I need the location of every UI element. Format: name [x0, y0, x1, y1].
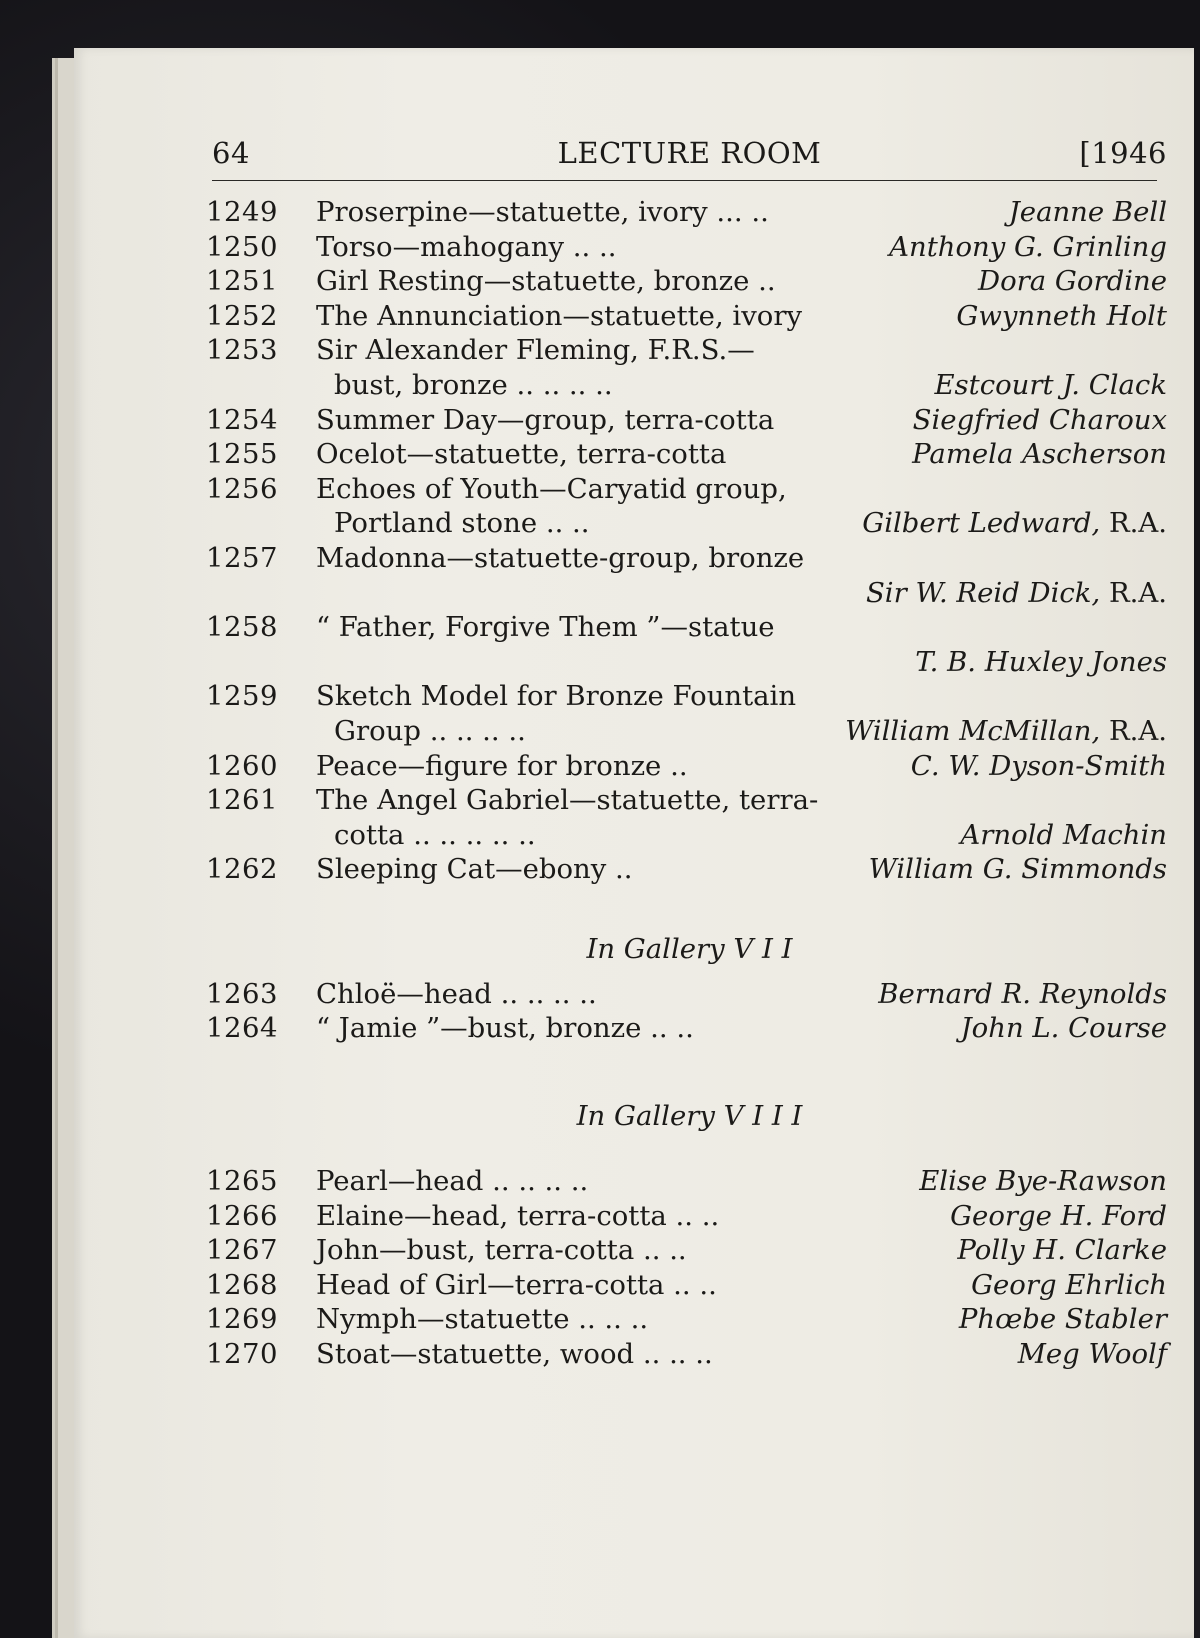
catalogue-entry-line [206, 852, 1167, 887]
entry-title: Ocelot—statuette, terra-cotta [316, 438, 727, 471]
catalogue-entry-line [206, 1233, 1167, 1268]
header-rule [212, 180, 1157, 181]
artist-name: Phœbe Stabler [958, 1303, 1167, 1336]
artist-name: William G. Simmonds [868, 853, 1167, 886]
entry-title: Echoes of Youth—Caryatid group, [316, 472, 787, 505]
catalogue-entry-line [206, 610, 1167, 645]
artist-name: Gilbert Ledward, [862, 507, 1101, 540]
entry-artist [845, 714, 1167, 749]
entry-title: Nymph—statuette .. .. .. [316, 1303, 649, 1336]
entry-title: Pearl—head .. .. .. .. [316, 1165, 589, 1198]
artist-name: Gwynneth Holt [956, 299, 1167, 332]
catalogue-entry-line [206, 1199, 1167, 1234]
catalogue-entry-line [206, 299, 1167, 334]
entry-artist [978, 264, 1167, 299]
entry-artist [1018, 1337, 1167, 1372]
entry-artist [911, 749, 1167, 784]
artist-name: T. B. Huxley Jones [915, 645, 1167, 678]
entry-title: The Annunciation—statuette, ivory [316, 299, 803, 332]
entry-number: 1252 [206, 299, 278, 332]
catalogue-entry-line [206, 264, 1167, 299]
artist-honour: R.A. [1100, 714, 1167, 747]
entry-artist [961, 1011, 1167, 1046]
catalogue-entry-line [212, 714, 1167, 749]
entry-number: 1267 [206, 1234, 278, 1267]
entry-artist [934, 368, 1167, 403]
catalogue-list-lecture-room [206, 195, 1167, 887]
artist-name: Arnold Machin [960, 818, 1167, 851]
artist-name: C. W. Dyson-Smith [910, 749, 1167, 782]
entry-artist [878, 977, 1167, 1012]
entry-title: Torso—mahogany .. .. [316, 230, 617, 263]
catalogue-entry-line [212, 506, 1167, 541]
artist-name: Sir W. Reid Dick, [865, 576, 1101, 609]
entry-number: 1265 [206, 1165, 278, 1198]
entry-artist [862, 506, 1167, 541]
entry-artist [889, 230, 1167, 265]
entry-number: 1264 [206, 1012, 278, 1045]
entry-artist [957, 1233, 1167, 1268]
artist-name: Bernard R. Reynolds [878, 977, 1167, 1010]
entry-artist [959, 1302, 1167, 1337]
entry-number: 1253 [206, 334, 278, 367]
catalogue-entry-line [206, 333, 1167, 368]
page-number: 64 [212, 136, 250, 170]
entry-title: Stoat—statuette, wood .. .. .. [316, 1338, 713, 1371]
entry-title: Sleeping Cat—ebony .. [316, 853, 633, 886]
artist-name: Elise Bye-Rawson [919, 1165, 1167, 1198]
entry-number: 1259 [206, 680, 278, 713]
entry-number: 1254 [206, 403, 278, 436]
entry-title: Elaine—head, terra-cotta .. .. [316, 1199, 720, 1232]
artist-name: Dora Gordine [978, 265, 1167, 298]
catalogue-entry-line [206, 437, 1167, 472]
entry-artist [1009, 195, 1167, 230]
entry-number: 1263 [206, 977, 278, 1010]
entry-number: 1268 [206, 1268, 278, 1301]
entry-title: Sir Alexander Fleming, F.R.S.— [316, 334, 755, 367]
artist-name: Anthony G. Grinling [889, 230, 1167, 263]
artist-name: Siegfried Charoux [912, 403, 1167, 436]
catalogue-entry-line [212, 818, 1167, 853]
artist-name: Meg Woolf [1017, 1338, 1167, 1371]
catalogue-entry-line [212, 368, 1167, 403]
entry-artist [971, 1268, 1167, 1303]
catalogue-entry-line [206, 230, 1167, 265]
page-title: LECTURE ROOM [557, 136, 822, 170]
entry-number: 1262 [206, 853, 278, 886]
catalogue-entry-line [206, 679, 1167, 714]
entry-number: 1269 [206, 1303, 278, 1336]
catalogue-list-gallery-viii [206, 1164, 1167, 1372]
entry-title: Madonna—statuette-group, bronze [316, 541, 805, 574]
entry-artist [913, 403, 1167, 438]
artist-name: Jeanne Bell [1008, 196, 1167, 228]
entry-number: 1255 [206, 438, 278, 471]
entry-artist [869, 852, 1167, 887]
entry-number: 1258 [206, 611, 278, 644]
artist-name: Estcourt J. Clack [934, 368, 1167, 401]
year-marker: [1946 [1079, 136, 1167, 170]
section-heading-gallery-viii: In Gallery V I I I [576, 1100, 803, 1133]
entry-number: 1261 [206, 784, 278, 817]
entry-title: Proserpine—statuette, ivory ... .. [316, 196, 769, 228]
entry-title: John—bust, terra-cotta .. .. [316, 1234, 687, 1267]
entry-number: 1250 [206, 230, 278, 263]
artist-name: Georg Ehrlich [971, 1268, 1167, 1301]
catalogue-list-gallery-vii [206, 977, 1167, 1046]
catalogue-entry-line [206, 1302, 1167, 1337]
entry-title: Head of Girl—terra-cotta .. .. [316, 1268, 717, 1301]
catalogue-entry-line [206, 783, 1167, 818]
catalogue-entry-line [212, 645, 1167, 680]
catalogue-entry-line [206, 749, 1167, 784]
entry-title: Sketch Model for Bronze Fountain [316, 680, 797, 713]
entry-title: Group .. .. .. .. [334, 714, 526, 747]
entry-title: The Angel Gabriel—statuette, terra- [316, 784, 819, 817]
catalogue-entry-line [206, 1164, 1167, 1199]
entry-title: Chloë—head .. .. .. .. [316, 977, 597, 1010]
catalogue-entry-line [206, 195, 1167, 230]
entry-artist [866, 576, 1167, 611]
catalogue-entry-line [206, 1268, 1167, 1303]
catalogue-entry-line [206, 1337, 1167, 1372]
running-head [212, 132, 1167, 180]
artist-name: William McMillan, [845, 714, 1101, 747]
catalogue-entry-line [206, 1011, 1167, 1046]
entry-title: cotta .. .. .. .. .. [334, 818, 536, 851]
entry-number: 1251 [206, 265, 278, 298]
entry-number: 1256 [206, 472, 278, 505]
catalogue-entry-line [212, 576, 1167, 611]
entry-number: 1260 [206, 749, 278, 782]
entry-artist [950, 1199, 1167, 1234]
artist-name: Polly H. Clarke [957, 1234, 1167, 1267]
artist-honour: R.A. [1100, 507, 1167, 540]
catalogue-entry-line [206, 472, 1167, 507]
section-heading-gallery-vii: In Gallery V I I [586, 932, 793, 965]
artist-honour: R.A. [1100, 576, 1167, 609]
artist-name: George H. Ford [950, 1199, 1167, 1232]
entry-number: 1249 [206, 196, 278, 228]
catalogue-entry-line [206, 541, 1167, 576]
entry-artist [956, 299, 1167, 334]
entry-number: 1270 [206, 1338, 278, 1371]
entry-title: “ Jamie ”—bust, bronze .. .. [316, 1012, 694, 1045]
catalogue-entry-line [206, 403, 1167, 438]
entry-title: Portland stone .. .. [334, 507, 590, 540]
catalogue-entry-line [206, 977, 1167, 1012]
artist-name: John L. Course [960, 1012, 1167, 1045]
entry-number: 1257 [206, 541, 278, 574]
entry-artist [912, 437, 1167, 472]
entry-artist [919, 1164, 1167, 1199]
entry-artist [915, 645, 1167, 680]
entry-number: 1266 [206, 1199, 278, 1232]
entry-title: bust, bronze .. .. .. .. [334, 368, 613, 401]
artist-name: Pamela Ascherson [912, 438, 1167, 471]
entry-title: Summer Day—group, terra-cotta [316, 403, 775, 436]
entry-title: Girl Resting—statuette, bronze .. [316, 265, 776, 298]
entry-artist [960, 818, 1167, 853]
entry-title: “ Father, Forgive Them ”—statue [316, 611, 775, 644]
page-content [206, 132, 1167, 1372]
entry-title: Peace—figure for bronze .. [316, 749, 688, 782]
